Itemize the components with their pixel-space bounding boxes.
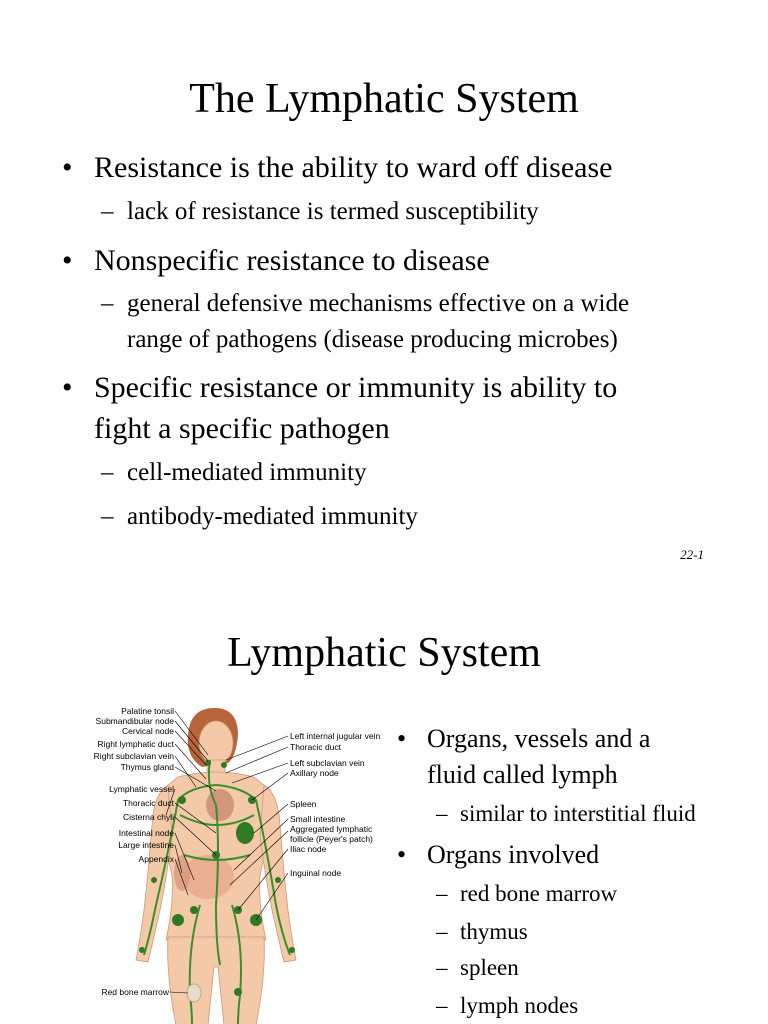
- sub-dash: –: [436, 993, 448, 1018]
- label-peyers-patch: follicle (Peyer's patch): [290, 834, 373, 844]
- bullet-text: Resistance is the ability to ward off disease: [94, 151, 613, 184]
- bullet-text: fluid called lymph: [427, 760, 618, 789]
- bullet-specific-line2: [94, 408, 390, 449]
- sub-text: red bone marrow: [460, 881, 618, 906]
- label-palatine-tonsil: Palatine tonsil: [121, 706, 174, 716]
- label-left-jugular-vein: Left internal jugular vein: [290, 731, 381, 741]
- sub-text: cell-mediated immunity: [127, 459, 367, 486]
- sub-dash: –: [101, 503, 114, 530]
- bullet-organs-vessels: [397, 721, 651, 757]
- label-intestinal-node: Intestinal node: [118, 828, 174, 838]
- sub-text: range of pathogens (disease producing microbes): [127, 326, 618, 353]
- sub-interstitial-fluid: [436, 799, 696, 829]
- sub-text: antibody-mediated immunity: [127, 503, 418, 530]
- sub-thymus: [436, 917, 528, 947]
- sub-dash: –: [101, 290, 114, 317]
- sub-text: lymph nodes: [460, 993, 579, 1018]
- cervical-node: [221, 762, 227, 768]
- sub-text: general defensive mechanisms effective on a wide: [127, 290, 630, 317]
- label-thoracic-duct-right: Thoracic duct: [290, 742, 342, 752]
- bullet-text: Specific resistance or immunity is ability to: [94, 371, 618, 404]
- lymphatic-anatomy-figure: [70, 705, 390, 1024]
- hand-node: [139, 947, 145, 953]
- sub-text: lack of resistance is termed susceptibility: [127, 198, 539, 225]
- heart-organ: [206, 789, 234, 821]
- arm-node: [151, 877, 157, 883]
- sub-lymph-nodes: [436, 991, 579, 1021]
- label-right-subclavian-vein: Right subclavian vein: [93, 751, 174, 761]
- label-left-subclavian-vein: Left subclavian vein: [290, 758, 365, 768]
- sub-text: thymus: [460, 919, 528, 944]
- sub-cell-mediated: [101, 456, 367, 490]
- axillary-node: [178, 796, 186, 804]
- label-thoracic-duct: Thoracic duct: [122, 798, 174, 808]
- bullet-text: Organs, vessels and a: [427, 724, 651, 753]
- spleen-organ: [236, 822, 254, 844]
- bullet-dot: •: [397, 724, 407, 753]
- sub-text: spleen: [460, 955, 519, 980]
- sub-susceptibility: [101, 195, 539, 229]
- sub-text: similar to interstitial fluid: [460, 801, 696, 826]
- bullet-organs-vessels-line2: [427, 757, 618, 793]
- sub-range-pathogens: [127, 323, 618, 357]
- leader-thoracic-duct-right: [226, 747, 288, 773]
- label-spleen: Spleen: [290, 799, 317, 809]
- label-iliac-node: Iliac node: [290, 844, 327, 854]
- label-red-bone-marrow: Red bone marrow: [101, 987, 169, 997]
- label-submandibular-node: Submandibular node: [95, 716, 174, 726]
- label-cisterna-chyli: Cisterna chyli: [122, 812, 174, 822]
- sub-antibody-mediated: [101, 500, 418, 534]
- label-large-intestine: Large intestine: [118, 840, 174, 850]
- legs-shape: [168, 937, 265, 1024]
- slide-2-title: Lymphatic System: [227, 630, 541, 676]
- label-small-intestine: Small intestine: [290, 814, 346, 824]
- bullet-nonspecific: [62, 240, 490, 281]
- bullet-dot: •: [62, 244, 73, 277]
- sub-dash: –: [436, 919, 448, 944]
- label-inguinal-node: Inguinal node: [290, 868, 342, 878]
- sub-dash: –: [436, 801, 448, 826]
- slide-1-title: The Lymphatic System: [189, 76, 579, 122]
- label-cervical-node: Cervical node: [122, 726, 174, 736]
- page-number: 22-1: [680, 547, 704, 562]
- bullet-dot: •: [62, 371, 73, 404]
- bullet-text: Organs involved: [427, 840, 600, 869]
- bullet-resistance: [62, 147, 613, 188]
- sub-dash: –: [101, 459, 114, 486]
- label-appendix: Appendix: [138, 854, 174, 864]
- bullet-dot: •: [62, 151, 73, 184]
- label-axillary-node: Axillary node: [290, 768, 339, 778]
- bullet-text: fight a specific pathogen: [94, 412, 390, 445]
- bullet-organs-involved: [397, 837, 600, 873]
- knee-node: [234, 988, 242, 996]
- label-aggregated-lymphatic: Aggregated lymphatic: [290, 824, 373, 834]
- leader-left-subclavian-vein: [232, 763, 288, 783]
- sub-red-bone-marrow: [436, 879, 618, 909]
- iliac-node: [190, 906, 198, 914]
- hand-node: [289, 947, 295, 953]
- slide-2: [0, 580, 768, 1024]
- sub-dash: –: [436, 881, 448, 906]
- red-bone-marrow: [187, 984, 201, 1002]
- intestine-organ: [182, 855, 234, 899]
- bullet-dot: •: [397, 840, 407, 869]
- sub-general-defensive: [101, 287, 630, 321]
- inguinal-node: [172, 914, 184, 926]
- bullet-text: Nonspecific resistance to disease: [94, 244, 490, 277]
- sub-dash: –: [101, 198, 114, 225]
- label-lymphatic-vessel: Lymphatic vessel: [109, 784, 174, 794]
- sub-dash: –: [436, 955, 448, 980]
- arm-node: [275, 877, 281, 883]
- label-right-lymphatic-duct: Right lymphatic duct: [97, 739, 174, 749]
- label-thymus-gland: Thymus gland: [120, 762, 174, 772]
- head-shape: [199, 721, 233, 765]
- bullet-specific: [62, 367, 618, 408]
- sub-spleen: [436, 953, 519, 983]
